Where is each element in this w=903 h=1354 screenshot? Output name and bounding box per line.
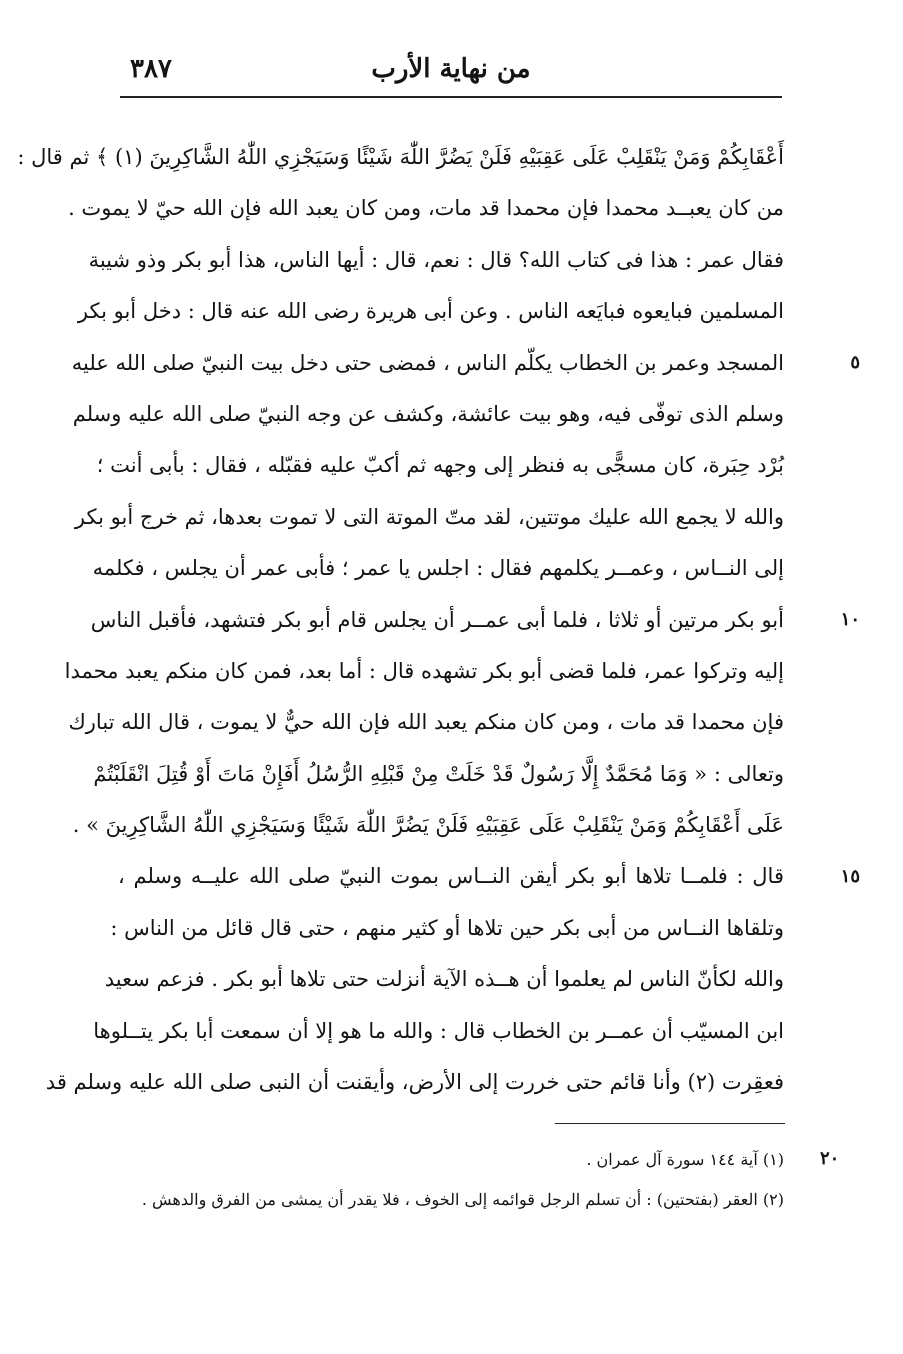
text-line: وسلم الذى توفّى فيه، وهو بيت عائشة، وكشف عن وجه النبيّ صلى الله عليه وسلم [72, 401, 784, 426]
text-line: فعقِرت (٢) وأنا قائم حتى خررت إلى الأرض، وأيقنت أن النبى صلى الله عليه وسلم قد [45, 1070, 784, 1095]
text-line: أبو بكر مرتين أو ثلاثا ، فلما أبى عمــر أن يجلس قام أبو بكر فتشهد، فأقبل الناس [90, 607, 784, 632]
text-line: من كان يعبــد محمدا فإن محمدا قد مات، ومن كان يعبد الله فإن الله حيّ لا يموت . [68, 196, 784, 221]
text-line: قال : فلمــا تلاها أبو بكر أيقن النــاس بموت النبيّ صلى الله عليــه وسلم ، [118, 864, 784, 889]
text-line: فإن محمدا قد مات ، ومن كان منكم يعبد الله فإن الله حيٌّ لا يموت ، قال الله تبارك [68, 710, 784, 735]
footnotes [118, 1140, 784, 1220]
footnote: (١) آية ١٤٤ سورة آل عمران . [586, 1150, 784, 1169]
header-rule [120, 96, 782, 98]
page-header [120, 48, 782, 92]
text-line: والله لكأنّ الناس لم يعلموا أن هــذه الآية أنزلت حتى تلاها أبو بكر . فزعم سعيد [104, 967, 784, 992]
margin-line-number: ١٥ [840, 865, 860, 887]
margin-line-number: ١٠ [840, 608, 860, 630]
text-line: وتلقاها النــاس من أبى بكر حين تلاها أو كثير منهم ، حتى قال قائل من الناس : [110, 915, 784, 940]
text-line: أَعْقَابِكُمْ وَمَنْ يَنْقَلِبْ عَلَى عَقِبَيْهِ فَلَنْ يَضُرَّ اللّٰهَ شَيْئًا وَسَيَجْزِي اللّٰهُ الشَّاكِرِينَ (١) ﴾ ثم قال : [17, 145, 784, 169]
text-line: فقال عمر : هذا فى كتاب الله؟ قال : نعم، قال : أيها الناس، هذا أبو بكر وذو شيبة [88, 247, 784, 272]
text-line: عَلَى أَعْقَابِكُمْ وَمَنْ يَنْقَلِبْ عَلَى عَقِبَيْهِ فَلَنْ يَضُرَّ اللّٰهَ شَيْئًا وَسَيَجْزِي اللّٰهُ الشَّاكِرِينَ » . [72, 813, 784, 838]
footnote: (٢) العقر (بفتحتين) : أن تسلم الرجل قوائمه إلى الخوف ، فلا يقدر أن يمشى من الفرق والدهش . [141, 1190, 784, 1209]
text-line: المسلمين فبايعوه فبايَعه الناس . وعن أبى هريرة رضى الله عنه قال : دخل أبو بكر [77, 299, 784, 324]
text-line: والله لا يجمع الله عليك موتتين، لقد متّ الموتة التى لا تموت بعدها، ثم خرج أبو بكر [74, 504, 784, 529]
footnote-rule [555, 1123, 785, 1124]
margin-line-number: ٥ [850, 351, 860, 373]
running-title: من نهاية الأرب [371, 54, 531, 84]
text-line: وتعالى : « وَمَا مُحَمَّدٌ إِلَّا رَسُولٌ قَدْ خَلَتْ مِنْ قَبْلِهِ الرُّسُلُ أَفَإِنْ مَاتَ أَوْ قُتِلَ انْقَلَبْتُمْ [93, 761, 784, 786]
page-number: ٣٨٧ [130, 54, 172, 84]
text-line: إليه وتركوا عمر، فلما قضى أبو بكر تشهده قال : أما بعد، فمن كان منكم يعبد محمدا [64, 658, 784, 683]
text-line: ابن المسيّب أن عمــر بن الخطاب قال : والله ما هو إلا أن سمعت أبا بكر يتــلوها [93, 1018, 784, 1043]
body-text [17, 132, 784, 1108]
text-line: بُرْد حِبَرة، كان مسجًّى به فنظر إلى وجهه ثم أكبّ عليه فقبّله ، فقال : بأبى أنت ؛ [96, 453, 784, 478]
text-line: المسجد وعمر بن الخطاب يكلّم الناس ، فمضى حتى دخل بيت النبيّ صلى الله عليه [71, 350, 784, 375]
footnote-line-number: ٢٠ [820, 1148, 840, 1169]
text-line: إلى النــاس ، وعمــر يكلمهم فقال : اجلس يا عمر ؛ فأبى عمر أن يجلس ، فكلمه [92, 556, 784, 581]
